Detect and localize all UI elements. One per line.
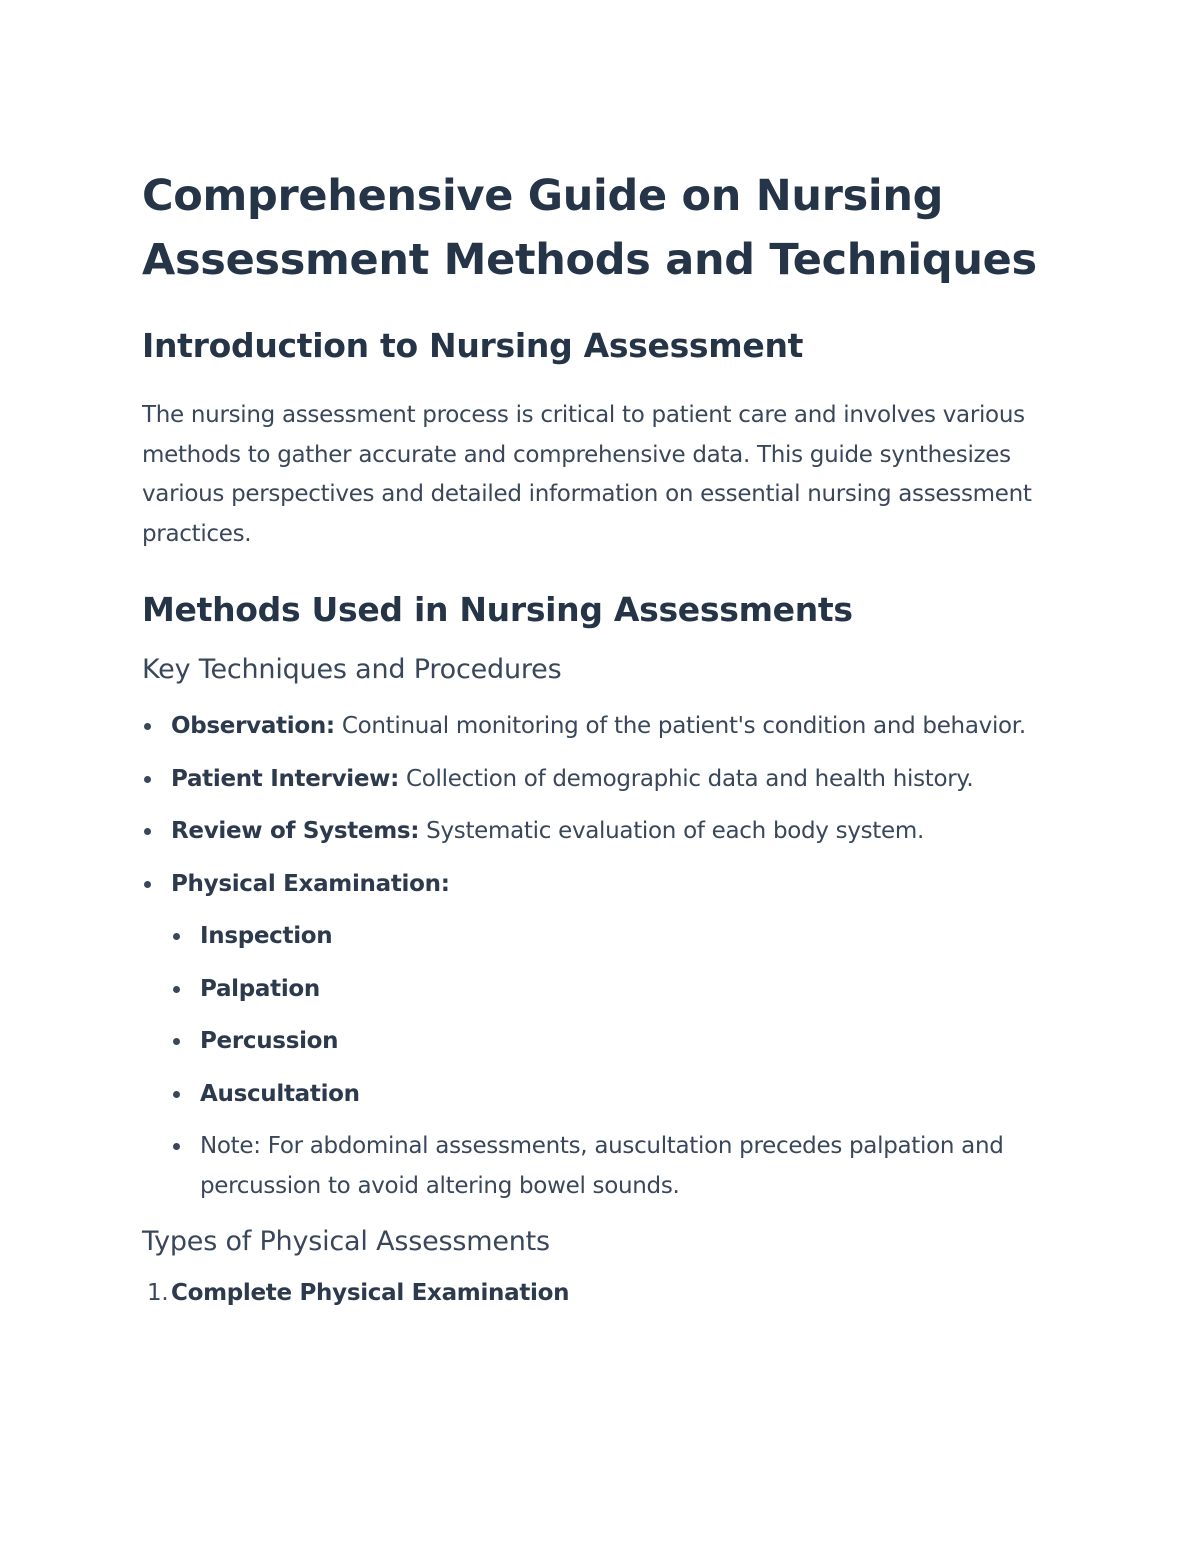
sublist-item-text: Note: For abdominal assessments, auscultation precedes palpation and percussion to avoid altering bowel sounds. [200, 1133, 1004, 1199]
types-heading: Types of Physical Assessments [142, 1226, 550, 1257]
list-item-text: Collection of demographic data and health history. [399, 765, 974, 792]
list-item-physical-examination [142, 865, 1042, 1207]
list-item-term: Review of Systems: [171, 818, 420, 844]
list-item-term: Physical Examination: [171, 870, 450, 897]
list-number: 1. [147, 1280, 169, 1306]
list-item-term: Patient Interview: [171, 765, 400, 792]
sublist-item-palpation [171, 970, 1042, 1010]
sublist-item-term: Percussion [200, 1028, 339, 1054]
sublist-item-percussion [171, 1022, 1042, 1062]
types-list [142, 1274, 1042, 1314]
intro-heading: Introduction to Nursing Assessment [142, 326, 804, 365]
sublist-item-term: Palpation [200, 975, 320, 1002]
sublist-item-inspection [171, 917, 1042, 957]
list-item-review-of-systems [142, 812, 1042, 852]
intro-paragraph: The nursing assessment process is critical to patient care and involves various methods to gather accurate and comprehensive data. This guide synthesizes various perspectives and detailed information on essential nursing assessment practices. [142, 402, 1032, 547]
sublist-item-term: Inspection [200, 923, 333, 949]
list-item-text: Systematic evaluation of each body system. [419, 818, 924, 844]
types-list-item [142, 1274, 1042, 1314]
sublist-item-auscultation [171, 1075, 1042, 1115]
key-techniques-heading: Key Techniques and Procedures [142, 654, 562, 685]
list-item-term: Observation: [171, 713, 335, 739]
list-item-observation [142, 707, 1042, 747]
document-content [142, 164, 1042, 1314]
methods-heading: Methods Used in Nursing Assessments [142, 590, 853, 629]
sublist-item-term: Auscultation [200, 1080, 360, 1107]
physical-exam-sublist [171, 917, 1042, 1206]
sublist-item-note [171, 1127, 1042, 1206]
types-list-item-label: Complete Physical Examination [171, 1280, 570, 1306]
key-techniques-list [142, 707, 1042, 1206]
document-title: Comprehensive Guide on Nursing Assessment Methods and Techniques [142, 171, 1037, 285]
list-item-text: Continual monitoring of the patient's condition and behavior. [334, 713, 1026, 739]
list-item-patient-interview [142, 760, 1042, 800]
